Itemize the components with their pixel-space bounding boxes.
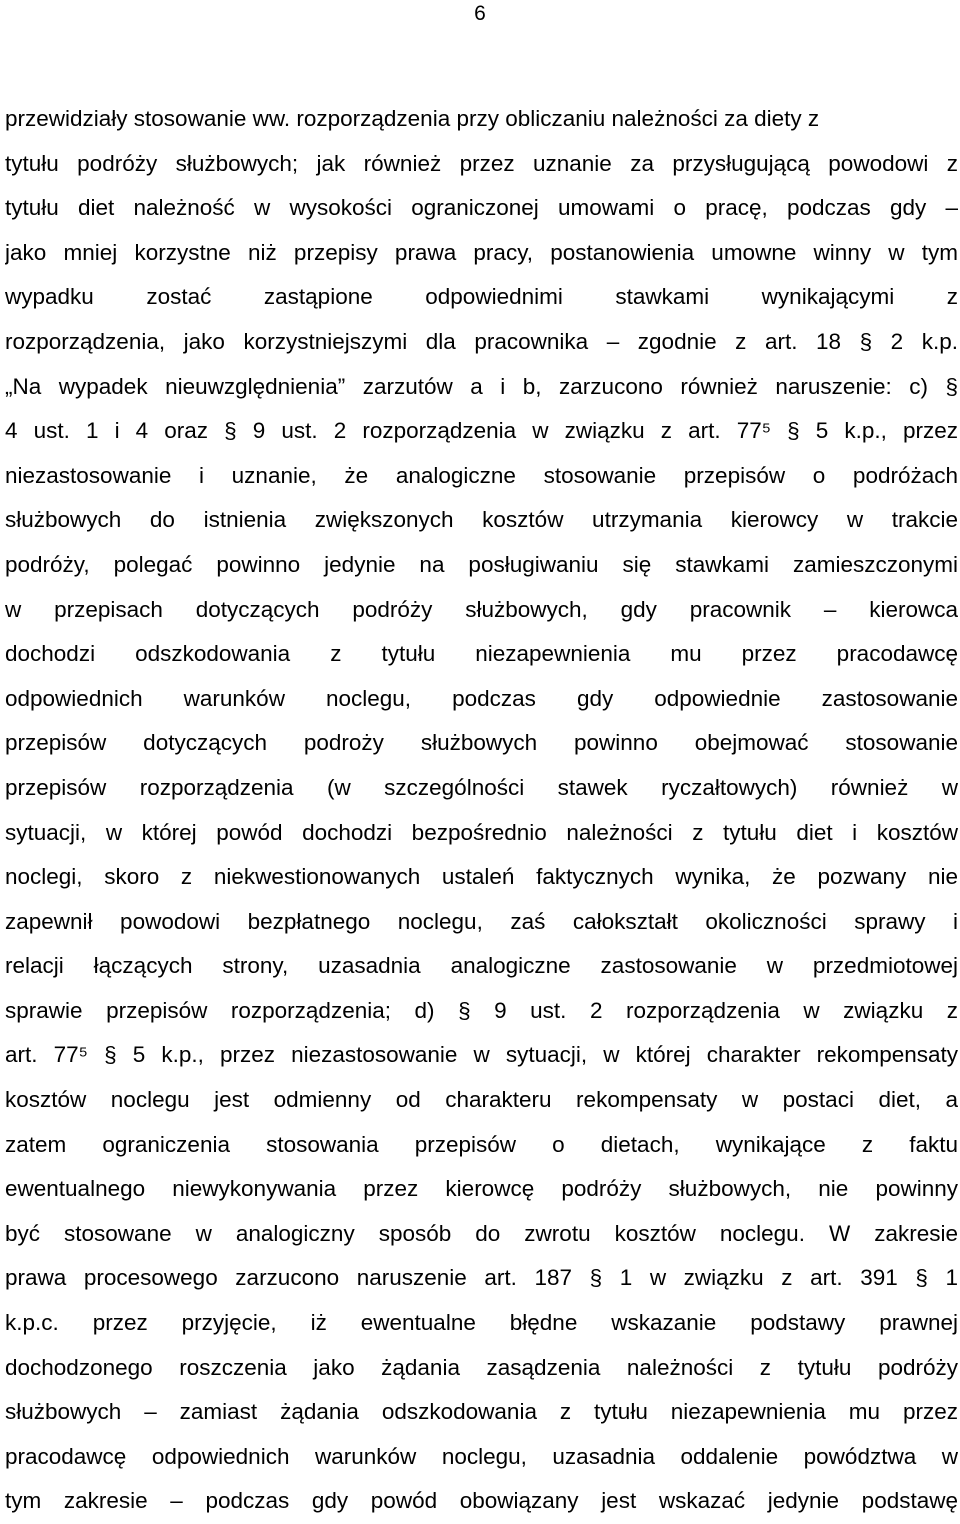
text-line: sytuacji, w której powód dochodzi bezpośrednio należności z tytułu diet i kosztów — [5, 819, 958, 845]
text-line: zapewnił powodowi bezpłatnego noclegu, zaś całokształt okoliczności sprawy i — [5, 908, 958, 934]
text-line: jako mniej korzystne niż przepisy prawa pracy, postanowienia umowne winny w tym — [5, 239, 958, 265]
text-line: być stosowane w analogiczny sposób do zwrotu kosztów noclegu. W zakresie — [5, 1220, 958, 1246]
text-line: przepisów dotyczących podroży służbowych powinno obejmować stosowanie — [5, 730, 958, 756]
text-line: dochodzi odszkodowania z tytułu niezapewnienia mu przez pracodawcę — [5, 641, 958, 667]
document-body — [5, 97, 958, 1524]
text-line: służbowych do istnienia zwiększonych kosztów utrzymania kierowcy w trakcie — [5, 507, 958, 533]
text-line: przepisów rozporządzenia (w szczególności stawek ryczałtowych) również w — [5, 774, 958, 800]
text-line: przewidziały stosowanie ww. rozporządzenia przy obliczaniu należności za diety z — [5, 106, 820, 131]
text-line: zatem ograniczenia stosowania przepisów o dietach, wynikające z faktu — [5, 1131, 958, 1157]
text-line: służbowych – zamiast żądania odszkodowania z tytułu niezapewnienia mu przez — [5, 1399, 958, 1425]
text-line: tytułu diet należność w wysokości ograniczonej umowami o pracę, podczas gdy – — [5, 195, 958, 221]
text-line: relacji łączących strony, uzasadnia analogiczne zastosowanie w przedmiotowej — [5, 953, 958, 979]
text-line: prawa procesowego zarzucono naruszenie art. 187 § 1 w związku z art. 391 § 1 — [5, 1265, 958, 1291]
text-line: noclegi, skoro z niekwestionowanych ustaleń faktycznych wynika, że pozwany nie — [5, 864, 958, 890]
text-line: ewentualnego niewykonywania przez kierowcę podróży służbowych, nie powinny — [5, 1176, 958, 1202]
text-line: art. 77⁵ § 5 k.p., przez niezastosowanie w sytuacji, w której charakter rekompensaty — [5, 1042, 958, 1068]
text-line: tym zakresie – podczas gdy powód obowiązany jest wskazać jedynie podstawę — [5, 1488, 958, 1514]
page-number: 6 — [474, 2, 486, 25]
text-line: podróży, polegać powinno jedynie na posługiwaniu się stawkami zamieszczonymi — [5, 551, 958, 577]
text-line: 4 ust. 1 i 4 oraz § 9 ust. 2 rozporządzenia w związku z art. 77⁵ § 5 k.p., przez — [5, 418, 958, 444]
text-line: wypadku zostać zastąpione odpowiednimi stawkami wynikającymi z — [5, 284, 958, 310]
text-line: sprawie przepisów rozporządzenia; d) § 9 ust. 2 rozporządzenia w związku z — [5, 997, 958, 1023]
text-line: dochodzonego roszczenia jako żądania zasądzenia należności z tytułu podróży — [5, 1354, 958, 1380]
text-line: pracodawcę odpowiednich warunków noclegu, uzasadnia oddalenie powództwa w — [5, 1443, 958, 1469]
text-line: „Na wypadek nieuwzględnienia” zarzutów a i b, zarzucono również naruszenie: c) § — [5, 373, 958, 399]
text-line: w przepisach dotyczących podróży służbowych, gdy pracownik – kierowca — [5, 596, 958, 622]
text-line: niezastosowanie i uznanie, że analogiczne stosowanie przepisów o podróżach — [5, 462, 958, 488]
text-line: kosztów noclegu jest odmienny od charakteru rekompensaty w postaci diet, a — [5, 1087, 958, 1113]
text-line: k.p.c. przez przyjęcie, iż ewentualne błędne wskazanie podstawy prawnej — [5, 1310, 958, 1336]
text-line: rozporządzenia, jako korzystniejszymi dla pracownika – zgodnie z art. 18 § 2 k.p. — [5, 328, 958, 354]
text-line: tytułu podróży służbowych; jak również przez uznanie za przysługującą powodowi z — [5, 150, 958, 176]
text-line: odpowiednich warunków noclegu, podczas gdy odpowiednie zastosowanie — [5, 685, 958, 711]
